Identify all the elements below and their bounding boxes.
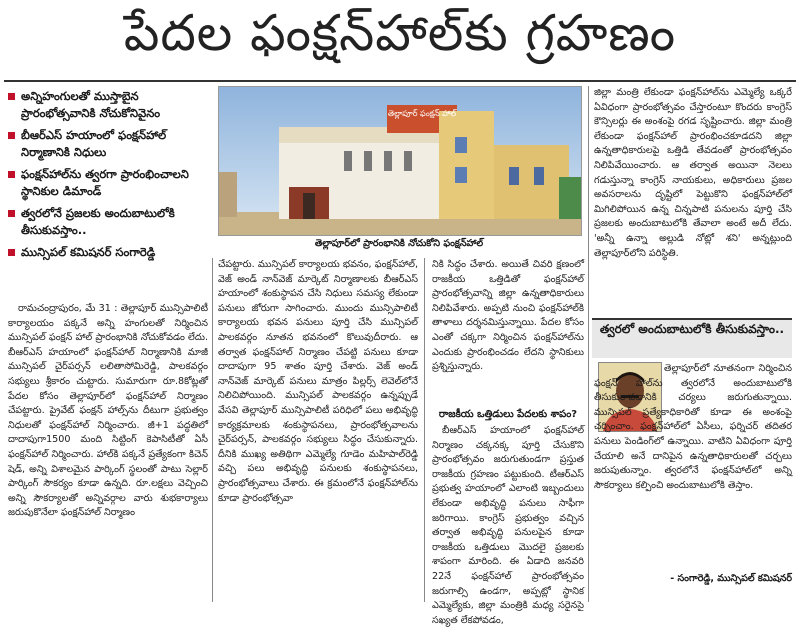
quote-signature: - సంగారెడ్డి, మున్సిపల్ కమిషనర్ [670,573,792,584]
column-divider [424,258,425,602]
bullet-square-icon [8,210,15,217]
sub-headline: రాజకీయ ఒత్తిడులు పేదలకు శాపం? [438,409,578,420]
commissioner-quote-heading: త్వరలో అందుబాటులోకి తీసుకువస్తాం.. [592,318,792,358]
article-paragraph: నికి సిద్ధం చేశారు. అయితే చివరి క్షణంలో రాజకీయ ఒత్తిడితో ఫంక్షన్‌హాల్ ప్రారంభోత్సవాన్ని జిల్లా ఉన్నతాధికారులు నిలిపివేశారు. అప్పటి నుంచి ఫంక్షన్‌హాల్‌కి తాళాలు దర్శనమిస్తున్నాయి. పేదల కోసం ఎంతో చక్కగా నిర్మించిన ఫంక్షన్‌హాల్‌ను ఎందుకు ప్రారంభించడం లేదని స్థానికులు ప్రశ్నిస్తున్నారు. [432,259,584,373]
article-paragraph: బీఆర్‌ఎస్ హయాంలో ఫంక్షన్‌హాల్ నిర్మాణం చక్కనక్క పూర్తి చేసుకొని ప్రారంభోత్సవం జరుగుతుండగా ప్రస్తుత రాజకీయ గ్రహణం పట్టుకుంది. టీఆర్‌ఎస్ ప్రభుత్వ హయాంలో ఎలాంటి ఇబ్బందులు లేకుండా అభివృద్ధి పనులు సాఫీగా జరిగాయి. కాంగ్రెస్ ప్రభుత్వం వచ్చిన తర్వాత అభివృద్ధి పనులపైన కూడా రాజకీయ ఒత్తిడులు మొదలై ప్రజలకు శాపంగా మారింది. ఈ ఏడాది జనవరి 22నే ఫంక్షన్‌హాల్ ప్రారంభోత్సవం జరుగాల్సి ఉండగా, అప్పట్లో స్థానిక ఎమ్మెల్యేకు, జిల్లా మంత్రికి మధ్య సరైనసై సఖ్యత లేకపోవడం, [432,425,584,626]
building-sign-text: తెల్లాపూర్ ఫంక్షన్ హాల్ [387,109,457,118]
bullet-square-icon [8,171,15,178]
bullet-item [8,166,208,200]
bullet-square-icon [8,249,15,256]
bullet-square-icon [8,93,15,100]
bullet-text: మున్సిపల్ కమిషనర్ సంగారెడ్డి [21,245,156,259]
bullet-text: బీఆర్‌ఎస్ హయాంలో ఫంక్షన్‌హాల్ నిర్మాణానికి నిధులు [21,128,167,159]
article-column-3-top [432,258,584,406]
headline-rule [4,80,796,82]
bullet-text: అన్నిహంగులతో ముస్తాబైన ప్రారంభోత్సవానికి నోచుకోనివైనం [21,89,161,120]
bullet-item [8,127,208,161]
bullet-item [8,205,208,239]
bullet-list [8,88,208,266]
bullet-text: ఫంక్షన్‌హాల్‌ను త్వరగా ప్రారంభించాలని స్థానికుల డిమాండ్ [21,167,189,198]
article-paragraph: జిల్లా మంత్రి లేకుండా ఫంక్షన్‌హాల్‌ను ఎమ్మెల్యే ఒక్కరే ఏవిధంగా ప్రారంభోత్సవం చేస్తారంటూ కొందరు కాంగ్రెస్ కౌన్సిలర్లు ఈ అంశంపై రగడ సృష్టించారు. జిల్లా మంత్రి లేకుండా ఫంక్షన్‌హాల్ ప్రారంభించకూడదని జిల్లా ఉన్నతాధికారులపై ఒత్తిడి తేవడంతో ప్రారంభోత్సవం నిలిపివేయించారు. ఆ తర్వాత అయినా నెలలు గడుస్తున్నా కాంగ్రెస్ నాయకులు, అధికారులు ప్రజల అవసరాలను దృష్టిలో పెట్టుకొని ఫంక్షన్‌హాల్‌లో మిగిలిపోయిన ఉన్న చిన్నపాటి పనులను పూర్తి చేసి ప్రజలకు అందుబాటులోకి తేవాలా అంటే అదీ లేదు. 'అన్నీ ఉన్నా అల్లుడి నోట్లో శని' అన్నట్లుంది తెల్లాపూర్‌లోని పరిస్థితి. [594,87,792,259]
bullet-item [8,88,208,122]
bullet-text: త్వరలోనే ప్రజలకు అందుబాటులోకి తీసుకువస్తాం.. [21,206,175,237]
article-column-3-bottom [432,424,584,626]
column-divider [212,258,213,602]
article-column-4 [594,86,792,308]
bullet-item [8,244,208,261]
bullet-square-icon [8,132,15,139]
function-hall-photo [218,86,582,236]
article-column-1 [8,302,208,602]
quote-paragraph: తెల్లాపూర్‌లో నూతనంగా నిర్మించిన ఫంక్షన్ హాల్‌ను త్వరలోనే అందుబాటులోకి తీసుకురావడానికి చర్యలు జరుగుతున్నాయి. మున్సిపల్ ప్రత్యేకాధికారితో కూడా ఈ అంశంపై చర్చించాం. ఫంక్షన్‌హాల్‌లో ఏసీలు, ఫర్నిచర్ తదితర పనులు పెండింగ్‌లో ఉన్నాయి. వాటిని ఏవిధంగా పూర్తి చేయాలి అనే దానిపైన ఉన్నతాధికారులతో చర్చలు జరుపుతున్నాం. త్వరలోనే ఫంక్షన్‌హాల్‌లో అన్ని సౌకర్యాలు కల్పించి అందుబాటులోకి తెస్తాం. [594,363,792,491]
photo-caption: తెల్లాపూర్‌లో ప్రారంభానికి నోచుకోని ఫంక్షన్‌హాల్ [314,238,484,249]
article-column-2 [218,258,418,602]
article-paragraph: చేపట్టారు. మున్సిపల్ కార్యాలయ భవనం, ఫంక్షన్‌హాల్, వెజ్ అండ్ నాన్‌వెజ్ మార్కెట్ నిర్మాణాలకు బీఆర్‌ఎస్ హయాంలో శంకుస్థాపన చేసి నిధులు సమస్య లేకుండా పనులు జోరుగా సాగించారు. ముందు మున్సిపాలిటీ కార్యాలయ భవన పనులు పూర్తి చేసి మున్సిపల్ పాలకవర్గం నూతన భవనంలో కొలువుదీరారు. ఆ తర్వాత ఫంక్షన్‌హాల్ నిర్మాణం చేపట్టి పనులు కూడా దాదాపుగా 95 శాతం పూర్తి చేశారు. వెజ్ అండ్ నాన్‌వెజ్ మార్కెట్ పనులు మాత్రం పిల్లర్స్ లెవెల్‌లోనే నిలిచిపోయింది. మున్సిపల్ పాలకవర్గం ఉన్నప్పుడే వేసవి తెల్లాపూర్ మున్సిపాలిటీ పరిధిలో పలు అభివృద్ధి కార్యక్రమాలకు శంకుస్థాపనలు, ప్రారంభోత్సవాలను చైర్‌పర్సన్, పాలకవర్గం సభ్యులు సిద్ధం చేసుకున్నారు. దీనికి ముఖ్య అతిథిగా ఎమ్మెల్యే గూడెం మహిపాల్‌రెడ్డి వచ్చి పలు అభివృద్ధి పనులకు శంకుస్థాపనలు, ప్రారంభోత్సవాలు చేశారు. ఈ క్రమంలోనే ఫంక్షన్‌హాల్‌ను కూడా ప్రారంభోత్సవా [218,259,418,504]
column-divider [588,86,589,602]
commissioner-quote-text [594,362,792,572]
article-paragraph: రామచంద్రాపురం, మే 31 : తెల్లాపూర్ మున్సిపాలిటీ కార్యాలయం పక్కనే అన్ని హంగులతో నిర్మించిన మున్సిపల్ ఫంక్షన్ హాల్ ప్రారంభానికి నోచుకోవడం లేదు. బీఆర్‌ఎస్ హయాంలో ఫంక్షన్‌హాల్ నిర్మాణానికి మాజీ మున్సిపల్ చైర్‌పర్సన్ లలితాసోమిరెడ్డి, పాలకవర్గం సభ్యులు శ్రీకారం చుట్టారు. సుమారుగా రూ.8కోట్లతో పేదల కోసం తెల్లాపూర్‌లో ఫంక్షన్‌హాల్ నిర్మాణం చేపట్టారు. ప్రైవేట్ ఫంక్షన్ హాల్స్‌ను దీటుగా ప్రభుత్వం నిధులతో ఫంక్షన్‌హాల్ నిర్మించారు. జీ+1 పద్ధతిలో దాదాపుగా1500 మంది సిట్టింగ్ కెపాసిటీతో ఏసీ ఫంక్షన్‌హాల్ నిర్మించారు. హాల్‌కి పక్కనే ప్రత్యేకంగా కిచెన్ షెడ్, అన్ని విశాలమైన పార్కింగ్ స్థలంతో పాటు సెల్లార్ పార్కింగ్ సౌకర్యం కూడా ఉన్నది. రూ.లక్షలు వెచ్చించి అన్ని సౌకర్యాలతో అన్నివర్గాల వారు శుభకార్యాలు జరుపుకొనేలా ఫంక్షన్‌హాల్ నిర్మాణం [8,303,208,519]
headline: పేదల ఫంక్షన్‌హాల్‌కు గ్రహణం [123,3,677,62]
